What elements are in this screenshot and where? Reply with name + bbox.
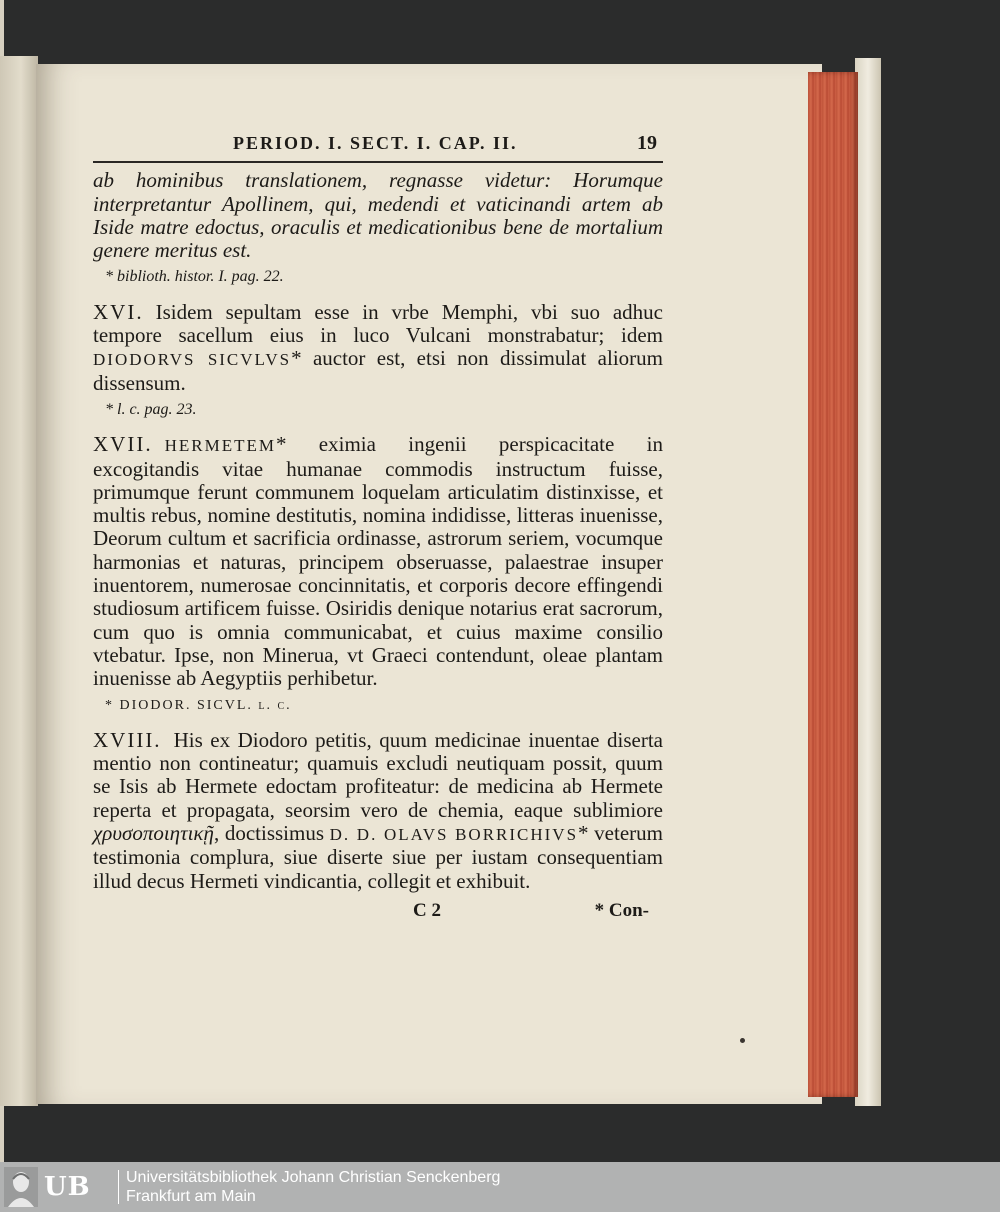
section-17-name: HERMETEM	[164, 436, 276, 456]
footnote-intro: * biblioth. histor. I. pag. 22.	[105, 268, 284, 286]
section-18-greek: χρυσοποιητικῇ	[93, 821, 214, 846]
red-page-edges	[808, 72, 858, 1097]
section-17-number: XVII.	[93, 432, 153, 457]
facing-page-margin	[0, 56, 38, 1106]
intro-paragraph: ab hominibus translationem, regnasse videtur: Horumque interpretantur Apollinem, qui, medendi et vaticinandi artem ab Iside matre edoctus, oraculis et medicationibus bene de mortalium genere meritus est.	[93, 168, 663, 263]
section-16	[93, 301, 663, 395]
page-footer	[93, 893, 663, 922]
section-18-author: D. D. OLAVS BORRICHIVS	[329, 825, 579, 845]
section-18-number: XVIII.	[93, 727, 162, 752]
signature-mark: C 2	[413, 899, 441, 921]
section-16-text-b: * auctor est, etsi non dissimulat aliorum dissensum.	[93, 346, 663, 395]
section-18-text-b: , doctissimus	[213, 821, 324, 846]
page-number: 19	[637, 132, 657, 154]
library-name-block	[126, 1168, 500, 1206]
section-16-text-a: Isidem sepultam esse in vrbe Memphi, vbi suo adhuc tempore sacellum eius in luco Vulcani monstrabatur; idem	[93, 299, 663, 348]
logo-text: UB	[44, 1172, 91, 1202]
section-18-text-c: * veterum testimonia complura, siue diserte siue per iustam consequentiam illud decus Hermeti vindicantia, collegit et exhibuit.	[93, 821, 663, 893]
footnote-16: * l. c. pag. 23.	[105, 400, 197, 418]
library-city: Frankfurt am Main	[126, 1188, 256, 1205]
book-cover-board	[855, 58, 881, 1106]
section-16-number: XVI.	[93, 299, 144, 324]
page-text-block	[93, 124, 663, 922]
section-16-author: DIODORVS SICVLVS	[93, 350, 292, 370]
footnote-17: * DIODOR. SICVL. l. c.	[105, 697, 292, 713]
catchword: * Con-	[594, 899, 649, 921]
running-header	[93, 124, 663, 159]
library-name: Universitätsbibliothek Johann Christian Senckenberg	[126, 1169, 501, 1186]
logo-divider	[118, 1170, 119, 1204]
header-rule	[93, 161, 663, 163]
section-17-text: * eximia ingenii perspicacitate in excogitandis vitae humanae commodis instructum fuisse, primumque ferunt communem loquelam articulatim distinxisse, et multis rebus, nomine destitutis, nomina indidisse, litteras inuenisse, Deorum cultum et sacrificia ordinasse, astrorum seriem, vocumque harmonias et naturas, principem obseruasse, palaestrae insuper inuentorem, numerosae concinnitatis, et corporis decore effingendi studiosum artificem fuisse. Osiridis denique notarius erat sacrorum, cum quo is omnia communicabat, et cuius maxime consilio vtebatur. Ipse, non Minerua, vt Graeci contendunt, oleae plantam inuenisse ab Aegyptiis perhibetur.	[93, 432, 663, 691]
section-18	[93, 729, 663, 893]
ink-speck	[740, 1038, 745, 1043]
library-bar	[0, 1162, 1000, 1212]
section-18-text-a: His ex Diodoro petitis, quum medicinae inuentae diserta mentio non contineatur; quamuis excludi neutiquam possit, quum se Isis ab Hermete edoctam profiteatur: de medicina ab Hermete reperta et propagata, seorsim vero de chemia, eaque sublimiore	[93, 727, 663, 822]
running-head: PERIOD. I. SECT. I. CAP. II.	[233, 133, 518, 153]
portrait-icon	[4, 1167, 38, 1207]
section-17	[93, 433, 663, 690]
library-logo[interactable]	[4, 1166, 116, 1208]
